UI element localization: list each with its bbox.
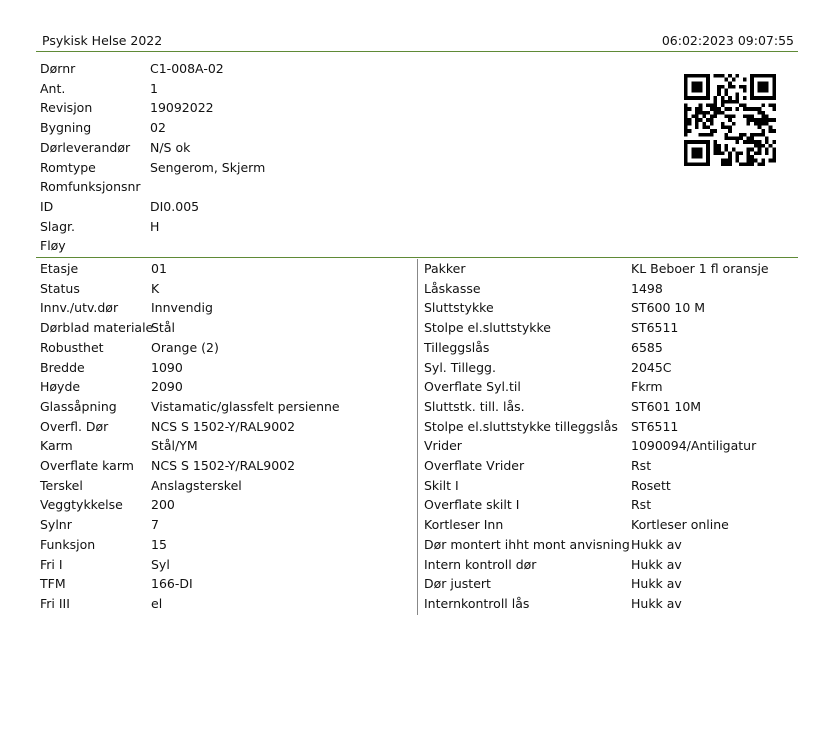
field-label: Bygning	[40, 120, 92, 136]
field-value: NCS S 1502-Y/RAL9002	[151, 458, 296, 473]
field-value: Fkrm	[631, 379, 663, 395]
field-value: 1	[150, 80, 158, 96]
field-value: C1-008A-02	[150, 61, 224, 76]
document-header	[36, 29, 798, 52]
field-label: Overflate Vrider	[424, 458, 525, 473]
field-label: Dørnr	[40, 61, 76, 76]
field-label: Internkontroll lås	[424, 595, 530, 611]
field-value: 2090	[151, 379, 183, 395]
field-label: Fri III	[40, 595, 70, 611]
field-label: Høyde	[40, 379, 81, 395]
field-value: Anslagsterskel	[151, 477, 242, 493]
field-label: Fri I	[40, 556, 63, 572]
field-label: Overfl. Dør	[40, 418, 109, 434]
field-label: Karm	[40, 438, 73, 454]
field-value: Sengerom, Skjerm	[150, 159, 266, 175]
field-value: Hukk av	[631, 576, 682, 592]
field-value: 166-DI	[151, 576, 193, 592]
field-label: TFM	[40, 576, 66, 592]
field-label: Sluttstykke	[424, 300, 494, 316]
field-label: Veggtykkelse	[40, 497, 123, 513]
field-value: N/S ok	[150, 139, 191, 155]
field-label: Sluttstk. till. lås.	[424, 398, 525, 414]
field-label: Overflate skilt I	[424, 497, 520, 513]
field-value: Hukk av	[631, 595, 682, 611]
field-label: ID	[40, 198, 54, 214]
field-label: Fløy	[40, 238, 66, 254]
field-label: Dørleverandør	[40, 139, 131, 155]
field-label: Dør montert ihht mont anvisning	[424, 536, 630, 552]
field-value: 1498	[631, 280, 663, 296]
field-label: Robusthet	[40, 339, 104, 355]
field-value: 1090	[151, 359, 183, 375]
field-value: Hukk av	[631, 536, 682, 552]
field-value: ST6511	[631, 418, 679, 434]
field-value: 1090094/Antiligatur	[631, 438, 757, 454]
field-label: Dørblad materiale	[40, 320, 154, 336]
field-value: Stål/YM	[151, 438, 198, 454]
field-label: Innv./utv.dør	[40, 300, 119, 316]
field-value: 01	[151, 261, 167, 276]
field-label: Låskasse	[424, 280, 481, 296]
field-label: Overflate Syl.til	[424, 379, 521, 395]
field-value: 19092022	[150, 100, 214, 116]
field-value: 15	[151, 536, 167, 552]
field-label: Syl. Tillegg.	[424, 359, 496, 375]
field-label: Bredde	[40, 359, 85, 375]
field-value: 02	[150, 120, 166, 136]
field-value: NCS S 1502-Y/RAL9002	[151, 418, 296, 434]
field-label: Terskel	[40, 477, 83, 493]
field-label: Stolpe el.sluttstykke	[424, 320, 551, 336]
field-value: 200	[151, 497, 175, 513]
field-label: Romfunksjonsnr	[40, 179, 141, 195]
field-label: Sylnr	[40, 517, 72, 533]
field-label: Kortleser Inn	[424, 517, 504, 533]
field-label: Status	[40, 280, 80, 296]
field-value: Rst	[631, 458, 652, 473]
field-value: ST6511	[631, 320, 679, 336]
field-value: Vistamatic/glassfelt persienne	[151, 398, 340, 414]
field-label: Vrider	[424, 438, 462, 454]
field-label: Tilleggslås	[424, 339, 490, 355]
field-value: Innvendig	[151, 300, 213, 316]
field-value: el	[151, 595, 163, 611]
field-label: Skilt I	[424, 477, 459, 493]
column-divider	[417, 259, 418, 615]
field-label: Pakker	[424, 261, 466, 276]
field-value: Rosett	[631, 477, 671, 493]
field-label: Ant.	[40, 80, 66, 96]
field-label: Stolpe el.sluttstykke tilleggslås	[424, 418, 618, 434]
field-value: DI0.005	[150, 198, 200, 214]
field-value: H	[150, 218, 160, 234]
field-value: ST601 10M	[631, 398, 702, 414]
qr-code-icon	[684, 74, 776, 166]
field-value: 2045C	[631, 359, 672, 375]
field-label: Etasje	[40, 261, 79, 276]
field-value: 7	[151, 517, 159, 533]
field-value: ST600 10 M	[631, 300, 706, 316]
field-label: Glassåpning	[40, 398, 117, 414]
field-label: Funksjon	[40, 536, 96, 552]
field-value: Orange (2)	[151, 339, 219, 355]
door-identification-section	[36, 59, 798, 258]
field-value: Stål	[151, 320, 175, 336]
field-value: Kortleser online	[631, 517, 729, 533]
field-label: Revisjon	[40, 100, 93, 116]
field-value: Rst	[631, 497, 652, 513]
field-label: Slagr.	[40, 218, 75, 234]
field-value: Syl	[151, 556, 170, 572]
field-value: K	[151, 280, 160, 296]
field-label: Intern kontroll dør	[424, 556, 537, 572]
field-label: Overflate karm	[40, 458, 134, 473]
field-value: 6585	[631, 339, 663, 355]
field-value: KL Beboer 1 fl oransje	[631, 261, 769, 276]
report-datetime: 06:02:2023 09:07:55	[661, 33, 794, 48]
field-label: Romtype	[40, 159, 96, 175]
field-label: Dør justert	[424, 576, 491, 592]
field-value: Hukk av	[631, 556, 682, 572]
report-title: Psykisk Helse 2022	[42, 33, 163, 48]
